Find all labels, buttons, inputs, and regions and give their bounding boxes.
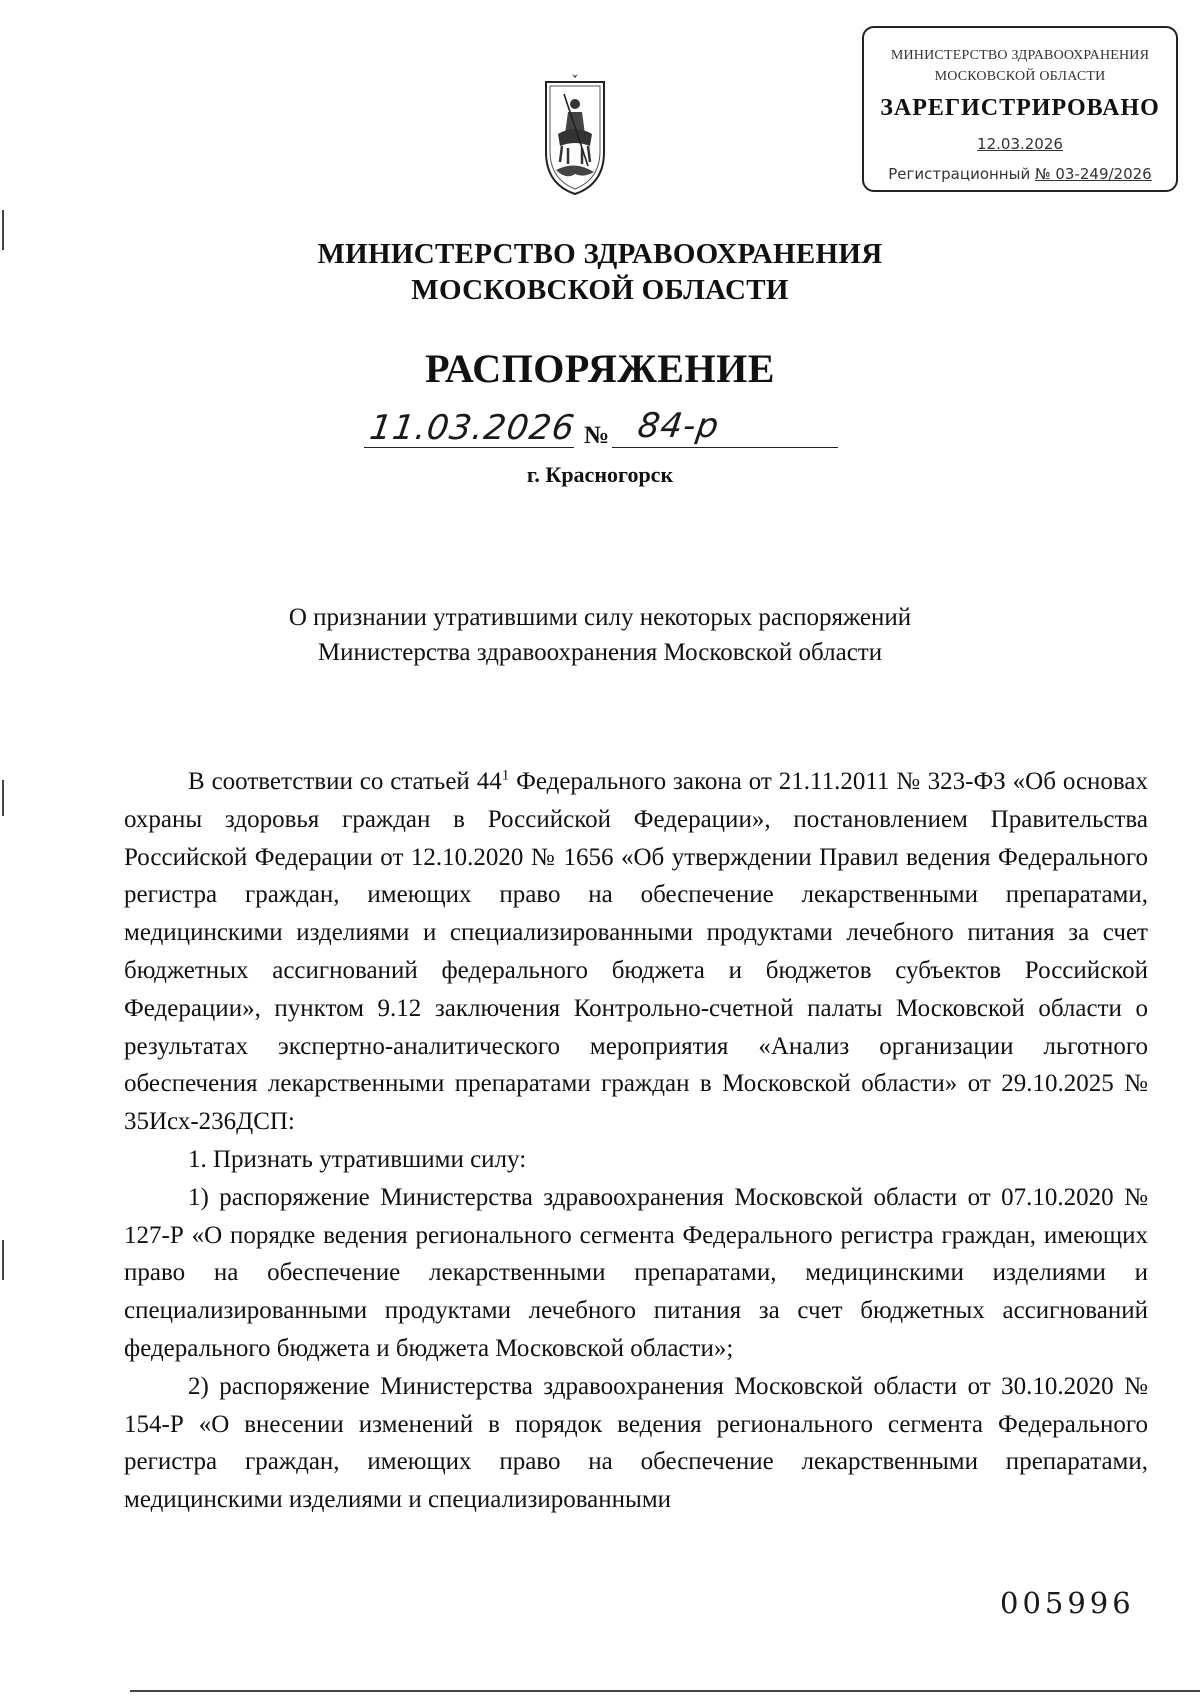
coat-of-arms-icon xyxy=(538,72,612,198)
stamp-registration xyxy=(864,165,1176,183)
clause-1: 1. Признать утратившими силу: xyxy=(188,1145,527,1173)
subclause-1: 1) распоряжение Министерства здравоохранения Московской области от 07.10.2020 № 127-Р «О порядке ведения регионального сегмента Федерального регистра граждан, имеющих право на обеспечение лекарственными препаратами, медицинскими изделиями и специализированными продуктами лечебного питания за счет бюджетных ассигнований федерального бюджета и бюджета Московской области»; xyxy=(124,1183,1148,1362)
stamp-date: 12.03.2026 xyxy=(977,135,1063,153)
bottom-scan-line xyxy=(130,1690,1200,1692)
subject-line2: Министерства здравоохранения Московской области xyxy=(317,639,883,666)
scan-edge-mark xyxy=(2,1240,4,1280)
stamp-reg-number: № 03-249/2026 xyxy=(1035,165,1152,183)
stamp-organization xyxy=(864,45,1176,87)
document-subject xyxy=(0,600,1200,670)
ministry-name-line1: МИНИСТЕРСТВО ЗДРАВООХРАНЕНИЯ xyxy=(317,238,883,270)
handwritten-number: 84-р xyxy=(635,406,722,446)
number-sign: № xyxy=(584,422,610,449)
stamp-org-line2: МОСКОВСКОЙ ОБЛАСТИ xyxy=(934,69,1106,84)
handwritten-date: 11.03.2026 xyxy=(367,408,578,448)
subclause-2: 2) распоряжение Министерства здравоохранения Московской области от 30.10.2020 № 154-Р «О внесении изменений в порядок ведения регионального сегмента Федерального регистра граждан, имеющих право на обеспечение лекарственными препаратами, медицинскими изделиями и специализированными xyxy=(124,1372,1148,1514)
number-underline xyxy=(612,447,838,448)
scan-edge-mark xyxy=(2,780,4,816)
ministry-name xyxy=(0,236,1200,308)
document-type: РАСПОРЯЖЕНИЕ xyxy=(425,346,775,391)
document-body xyxy=(124,763,1148,1519)
city: г. Красногорск xyxy=(526,462,674,487)
article-superscript: 1 xyxy=(501,767,510,784)
ministry-name-line2: МОСКОВСКОЙ ОБЛАСТИ xyxy=(411,274,789,306)
stamp-org-line1: МИНИСТЕРСТВО ЗДРАВООХРАНЕНИЯ xyxy=(890,48,1150,63)
stamp-status: ЗАРЕГИСТРИРОВАНО xyxy=(880,95,1160,121)
registration-stamp xyxy=(862,26,1178,192)
preamble-paragraph: В соответствии со статьей $44^1$ Федерального закона от 21.11.2011 № 323-ФЗ «Об основах охраны здоровья граждан в Российской Федерации», постановлением Правительства Российской Федерации от 12.10.2020 № 1656 «Об утверждении Правил ведения Федерального регистра граждан, имеющих право на обеспечение лекарственными препаратами, медицинскими изделиями и специализированными продуктами лечебного питания за счет бюджетных ассигнований федерального бюджета и бюджетов субъектов Российской Федерации», пунктом 9.12 заключения Контрольно-счетной палаты Московской области о результатах экспертно-аналитического мероприятия «Анализ организации льготного обеспечения лекарственными препаратами граждан в Московской области» от 29.10.2025 № 35Исх-236ДСП: xyxy=(124,767,1149,1136)
stamp-reg-label: Регистрационный xyxy=(888,165,1031,183)
form-serial-number: 005996 xyxy=(1000,1586,1135,1620)
subject-line1: О признании утратившими силу некоторых распоряжений xyxy=(288,604,912,631)
